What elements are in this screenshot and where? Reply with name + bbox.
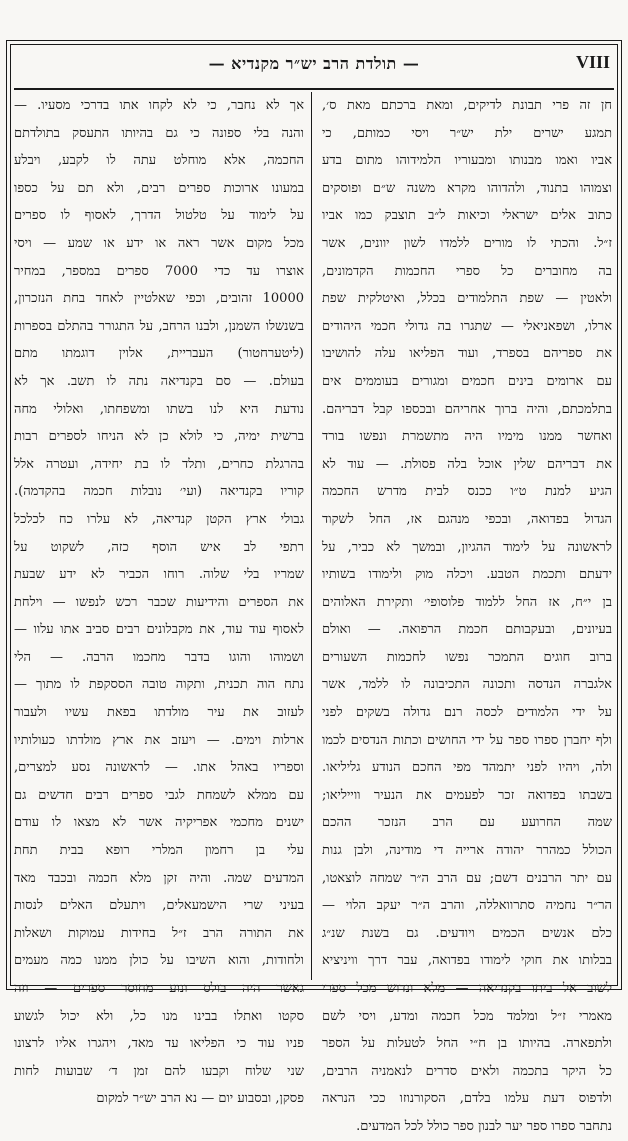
text-line: במעונו ארוכות ספרים רבים, ולא תם על כספו [14, 180, 304, 196]
text-line: על לימוד על טלטול הדרך, לאסוף לו ספרים [14, 208, 304, 224]
text-line: על ידי הלמודים לכסה רנם גדולה בשקים לפני [322, 705, 612, 721]
text-line: בה מחוברים כל ספרי החכמות הקדמונים, [322, 263, 612, 279]
text-line: ולדפוס דעת עלמו בלדם, הסקורנוזו ככי הנראה [322, 1091, 612, 1107]
text-line: ולה, ויהיו לפני יתמהד מפי החכם הנודע גליליאו. [322, 760, 612, 776]
text-line: שני שלוח וקבעו להם זמן ד׳ שבועות לחות [14, 1063, 304, 1079]
text-line: עם יתר הרבנים דשם; עם הרב ה״ר שמחה לוצאטו, [322, 870, 612, 886]
text-line: אך לא נחבר, כי לא לקחו אתו בדרכי מסעיו. — [14, 98, 304, 113]
text-line: בעיונים, ובעקבותם חכמת הרפואה. — ואולם [322, 622, 612, 638]
text-line: ברשית ימיה, כי לולא כן לא הניחו לספרים רבות [14, 429, 304, 445]
text-line: (ליטערחטור) העבריית, אלוין דוגמתו מתם [14, 346, 304, 362]
text-line: הכולל כמהרר יהודה ארייה די מודינה, ולבן גנות [322, 843, 612, 859]
text-line: בהרגלת כחרים, ותלד לו בת יחידה, ועטרה אלל [14, 456, 304, 472]
text-line: אוצרו עד כדי 7000 ספרים במספר, במחיר [14, 263, 304, 279]
text-line: קוריו בקנדיאה (ועי׳ נובלות חכמה בהקדמה). [14, 484, 304, 500]
text-line: עם ארומים בינים חכמים ומגורים בעוממים אים [322, 373, 612, 389]
text-line: החכמה, אלא מוחלט עתה לו לקבע, ויבלע [14, 153, 304, 169]
text-line: את הספרים והידיעות שכבר רכש לנפשו — וילחת [14, 594, 304, 610]
page-title: — תולדת הרב יש״ר מקנדיא — [208, 54, 420, 73]
text-line: ישנים מחכמי אפריקיה אשר לא מצאו לו עודם [14, 815, 304, 831]
text-line: ארלו, ושפאניאלי — שתגרו בה גדולי חכמי היהודים [322, 318, 612, 334]
text-line: המדעים שמה. והיה זקן מלא חכמה ובכבד מאד [14, 870, 304, 886]
header-rule [14, 88, 614, 90]
text-line: כתוב אלים ישראלי וכיאות ל״ב תוצבק כמו אביו [322, 208, 612, 224]
text-line: נתח הוה תכנית, ותקוה טובה הססקפת לו מתוך — [14, 677, 304, 693]
text-line: עלי בן רחמון המלרי רופא בבית תחת [14, 843, 304, 859]
text-line: אלגברה הנדסה ותכונה התכיבונה לו ללמד, אשר [322, 677, 612, 693]
left-column [14, 92, 304, 1107]
text-line: הר״ר נחמיה סתרוואללה, והרב ה״ר יעקב הלוי — [322, 898, 612, 914]
text-line: מאמרי ז״ל ומלמד מכל חכמה ומדע, ויסי לשם [322, 1008, 612, 1024]
text-line: והנה בלי ספונה כי גם בהיותו התעסק בתולדתם [14, 125, 304, 141]
text-line: לעזוב את עיר מולדתו בפאת עשיו ולעבור [14, 705, 304, 721]
text-line: כל היקר בתכמה ולאים סדרים לנאמניה הרבים, [322, 1063, 612, 1079]
text-line: פסקן, ובסבוע יום — נא הרב יש״ר למקום [96, 1091, 304, 1107]
text-line: ולאטין — שפת התלמודים בכלל, ואיטלקית שפת [322, 291, 612, 307]
running-header [6, 44, 622, 84]
text-line: כלם אנשים הכמים ויודעים. גם בשנת שנ״ג [322, 925, 612, 941]
text-line: 10000 זהובים, וכפי שאלטיין לאחד בחת הנזכרון, [14, 291, 304, 307]
text-line: את התורה הרב ז״ל בחידות עמוקות ושאלות [14, 925, 304, 941]
text-line: ברוב חוגים התמכר נפשו לחכמות השעורים [322, 649, 612, 665]
text-line: בעולם. — סם בקנדיאה נתה לו תשב. אך לא [14, 373, 304, 389]
text-line: בן י״ח, אז החל ללמוד פלוסופי׳ ותקירת האלוהים [322, 594, 612, 610]
text-line: ולתפארה. בהיותו בן ח״י החל לטעלות על הספר [322, 1036, 612, 1052]
text-line: עם ממלא לשמחת לגבי ספרים רבים חדשים גם [14, 787, 304, 803]
text-line: לשוב אל ביתו בקנדיאה — מלא ונדוש מכל ספרי [322, 981, 612, 996]
text-line: ולחודות, והוא השיבו על כולן ממנו כמה מעמים [14, 953, 304, 969]
text-line: שמריו בלי שלוה. רוחו הכביר לא ידע שבעת [14, 567, 304, 583]
text-line: רתפי לב איש הוסף כזה, לשקוט על [14, 539, 304, 555]
text-line: נתחבר ספרו ספר יער לבנון ספר כולל לכל המדעים. [356, 1118, 612, 1134]
text-line: חן זה פרי תבונת לדיקים, ומאת ברכתם מאת ס׳, [322, 98, 612, 113]
text-line: בשבתו בפדואה זכר לפעמים את הנעיר ווייליאו; [322, 787, 612, 803]
text-line: הגיע למנת ט״ו ככנס לבית מדרש החכמה [322, 484, 612, 500]
text-line: בעיני שרי הישמעאלים, ויתעלם האלים לנסות [14, 898, 304, 914]
text-line: ידעתם ותכמת הטבע. ויכלה מוק ולימודו בשותיו [322, 567, 612, 583]
text-line: הגדול בפדואה, ובכפי מנהגם אז, החל לשקוד [322, 511, 612, 527]
text-line: ארלות וימים. — ויעזב את ארץ מולדתו כעולותיו [14, 732, 304, 748]
text-line: שמה החרועע עם הרב הנזכר ההכם [322, 815, 612, 831]
text-line: גאשר היה בולס ונוע מחוסר ספרים — וזה [14, 981, 304, 996]
text-line: לאסוף עוד עוד, את מקבלונים רבים סביב אתו עלוו — [14, 622, 304, 638]
text-line: סקטו ואתלו בבינו מנו כל, ולא יכול לגשוע [14, 1008, 304, 1024]
text-line: וצמוהו בתנוד, ולהדוהו מקרא משנה ש״ם ופוסקים [322, 180, 612, 196]
text-line: בבלותו את חוקי לימודו בפדואה, עבר דרך וויניציא [322, 953, 612, 969]
column-divider [311, 92, 312, 980]
right-column [322, 92, 612, 1134]
text-line: את דבריהם שלין אוכל בלה פסולת. — עוד לא [322, 456, 612, 472]
text-line: ולף יחברן ספרו ספר על ידי החושים וכתות הנדסים לכמו [322, 732, 612, 748]
text-line: נודעת היא לנו בשתו ומשפחתו, ואלולי מחה [14, 401, 304, 417]
text-line: אביו ואמו מבנותו ומבעוריו הלמידוהו מתום בדע [322, 153, 612, 169]
text-line: פניו עוד כי הפליאו עד מאד, ויהגרו אליו לרצונו [14, 1036, 304, 1052]
text-line: ז״ל. והכתי לו מורים ללמדו לשון יוונים, אשר [322, 235, 612, 251]
text-line: וספריו באהל אתו. — לראשונה נסע למצרים, [14, 760, 304, 776]
page-number: VIII [575, 52, 610, 72]
text-line: לראשונה על לימוד ההגיון, ובמשך לא כביר, על [322, 539, 612, 555]
text-line: מכל מקום אשר ראה או ידע או שמע — ויסי [14, 235, 304, 251]
text-line: תמגע ישרים ילת יש״ר ויסי כמותם, כי [322, 125, 612, 141]
text-line: ואחשר ממנו מימיו היה מתשמרת ונפשו בורד [322, 429, 612, 445]
text-line: בתלמכתם, והיה ברוך אחריהם ובכספו קבל דבריהם. [322, 401, 612, 417]
text-line: בשנשלו השמנן, ולבנו הרחב, על התגורר בהתלם בספרות [14, 318, 304, 334]
text-line: את ספריהם בספרד, ועוד הפליאו עלה להושיבו [322, 346, 612, 362]
text-line: ושמוהו והוגו בדבר מחכמו הרבה. — הלי [14, 649, 304, 665]
text-line: גבולי ארץ הקטן קנדיאה, לא עלרו כח לכלכל [14, 511, 304, 527]
